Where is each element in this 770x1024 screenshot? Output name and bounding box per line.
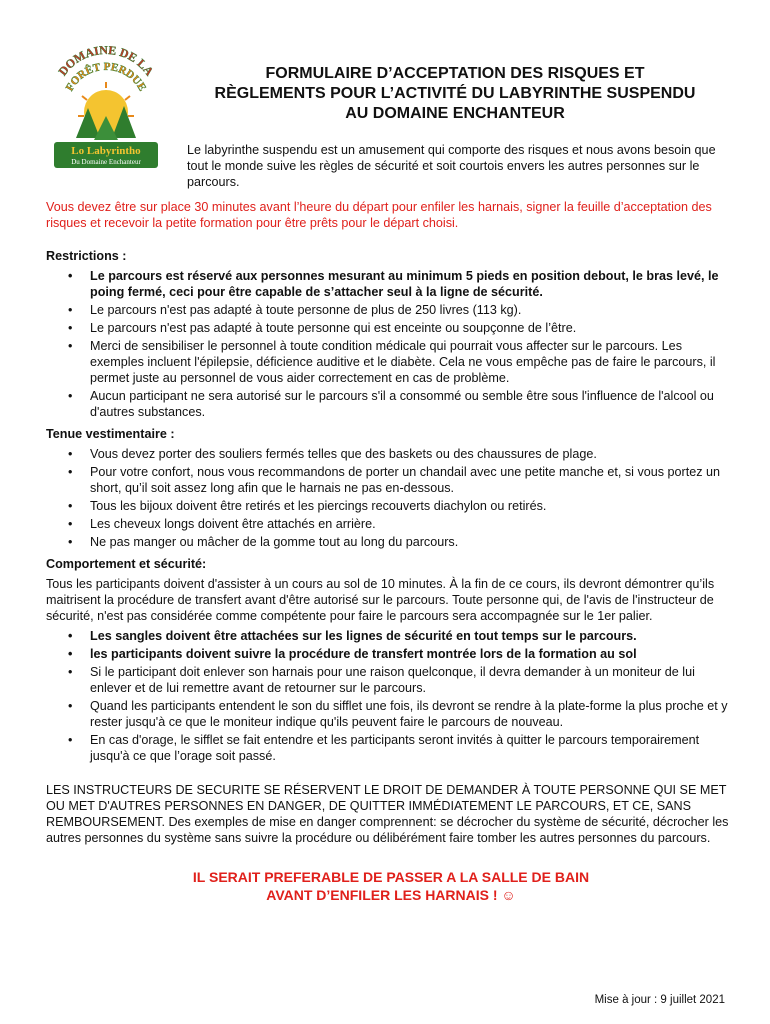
title-line-1: FORMULAIRE D’ACCEPTATION DES RISQUES ET <box>265 65 645 82</box>
comportement-item: • Si le participant doit enlever son harnais pour une raison quelconque, il devra demander à un moniteur de lui enlever et de lui remettre avant de retourner sur le parcours. <box>90 664 736 696</box>
tenue-heading: Tenue vestimentaire : <box>46 427 175 441</box>
document-body <box>46 248 736 904</box>
domaine-logo <box>42 46 170 174</box>
restriction-item: • Merci de sensibiliser le personnel à toute condition médicale qui pourrait vous affecter sur le parcours. Les exemples incluent l'épilepsie, déficience auditive et le diabète. Cela ne vous empêche pas de faire le parcours, il permet juste au personnel de vous aider correctement en cas de problème. <box>90 338 736 386</box>
logo-arc-text: DOMAINE DE LA <box>55 46 157 79</box>
logo-banner-sub: Du Domaine Enchanteur <box>71 158 141 166</box>
tenue-item: • Pour votre confort, nous vous recommandons de porter un chandail avec une petite manche et, si vous portez un short, qu’il soit assez long afin que le harnais ne pas en-dessous. <box>90 464 736 496</box>
document-title <box>180 64 730 124</box>
comportement-item: • En cas d'orage, le sifflet se fait entendre et les participants seront invités à quitter le parcours temporairement jusqu'à ce que l’orage soit passé. <box>90 732 736 764</box>
title-line-3: AU DOMAINE ENCHANTEUR <box>345 105 565 122</box>
comportement-heading: Comportement et sécurité: <box>46 557 207 571</box>
title-line-2: RÈGLEMENTS POUR L’ACTIVITÉ DU LABYRINTHE SUSPENDU <box>214 85 696 102</box>
restrictions-heading: Restrictions : <box>46 249 127 263</box>
tenue-item: • Les cheveux longs doivent être attachés en arrière. <box>90 516 736 532</box>
bathroom-reminder <box>46 868 736 904</box>
restriction-item: • Le parcours est réservé aux personnes mesurant au minimum 5 pieds en position debout, le bras levé, le poing fermé, ceci pour être capable de s’attacher seul à la ligne de sécurité. <box>90 268 736 300</box>
tenue-item: • Ne pas manger ou mâcher de la gomme tout au long du parcours. <box>90 534 736 550</box>
restriction-item: • Le parcours n'est pas adapté à toute personne qui est enceinte ou soupçonne de l’être. <box>90 320 736 336</box>
restriction-item: • Aucun participant ne sera autorisé sur le parcours s'il a consommé ou semble être sous l'influence de l'alcool ou d'autres substances. <box>90 388 736 420</box>
comportement-paragraph: Tous les participants doivent d'assister à un cours au sol de 10 minutes. À la fin de ce cours, ils devront démontrer qu’ils maitrisent la procédure de transfert avant d'être autorisé sur le parcours. Toute personne qui, de l'avis de l'instructeur de sécurité, n'est pas considérée comme compétente pour faire le parcours sera accompagnée sur le 1er palier. <box>46 577 715 623</box>
tenue-item: • Vous devez porter des souliers fermés telles que des baskets ou des chaussures de plage. <box>90 446 736 462</box>
bathroom-reminder-line-2: AVANT D’ENFILER LES HARNAIS ! ☺ <box>266 887 516 903</box>
comportement-item: • les participants doivent suivre la procédure de transfert montrée lors de la formation au sol <box>90 646 736 662</box>
logo-arc-text-2: FORÊT PERDUE <box>63 60 149 94</box>
intro-paragraph: Le labyrinthe suspendu est un amusement qui comporte des risques et nous avons besoin que tout le monde suive les règles de sécurité et soit courtois envers les autres personnes sur le parcours. <box>187 143 716 189</box>
logo-banner-text: Lo Labyrintho <box>71 145 141 157</box>
tenue-list <box>46 446 736 550</box>
instructors-paragraph <box>46 782 736 846</box>
instructors-examples: Des exemples de mise en danger comprennent: se décrocher du système de sécurité, décrocher les autres personnes du système sans suivre la procédure ou délibérément faire tomber les autres personnes du parcours. <box>46 815 729 845</box>
bathroom-reminder-line-1: IL SERAIT PREFERABLE DE PASSER A LA SALLE DE BAIN <box>192 869 590 885</box>
tenue-item: • Tous les bijoux doivent être retirés et les piercings recouverts diachylon ou retirés. <box>90 498 736 514</box>
comportement-item: • Les sangles doivent être attachées sur les lignes de sécurité en tout temps sur le parcours. <box>90 628 736 644</box>
restriction-item: • Le parcours n'est pas adapté à toute personne de plus de 250 livres (113 kg). <box>90 302 736 318</box>
instructors-caps: LES INSTRUCTEURS DE SECURITE SE RÉSERVENT LE DROIT DE DEMANDER À TOUTE PERSONNE QUI SE MET OU MET D'AUTRES PERSONNES EN DANGER, DE QUITTER IMMÉDIATEMENT LE PARCOURS, ET CE, SANS REMBOURSEMENT. <box>46 783 727 829</box>
comportement-list <box>46 628 736 764</box>
comportement-item: • Quand les participants entendent le son du sifflet une fois, ils devront se rendre à la plate-forme la plus proche et y rester jusqu'à ce que le moniteur indique qu'ils peuvent faire le parcours de nouveau. <box>90 698 736 730</box>
restrictions-list <box>46 268 736 420</box>
arrival-warning: Vous devez être sur place 30 minutes avant l’heure du départ pour enfiler les harnais, signer la feuille d’acceptation des risques et recevoir la petite formation pour être prêts pour le départ choisi. <box>46 200 712 230</box>
update-date: Mise à jour : 9 juillet 2021 <box>594 994 725 1006</box>
